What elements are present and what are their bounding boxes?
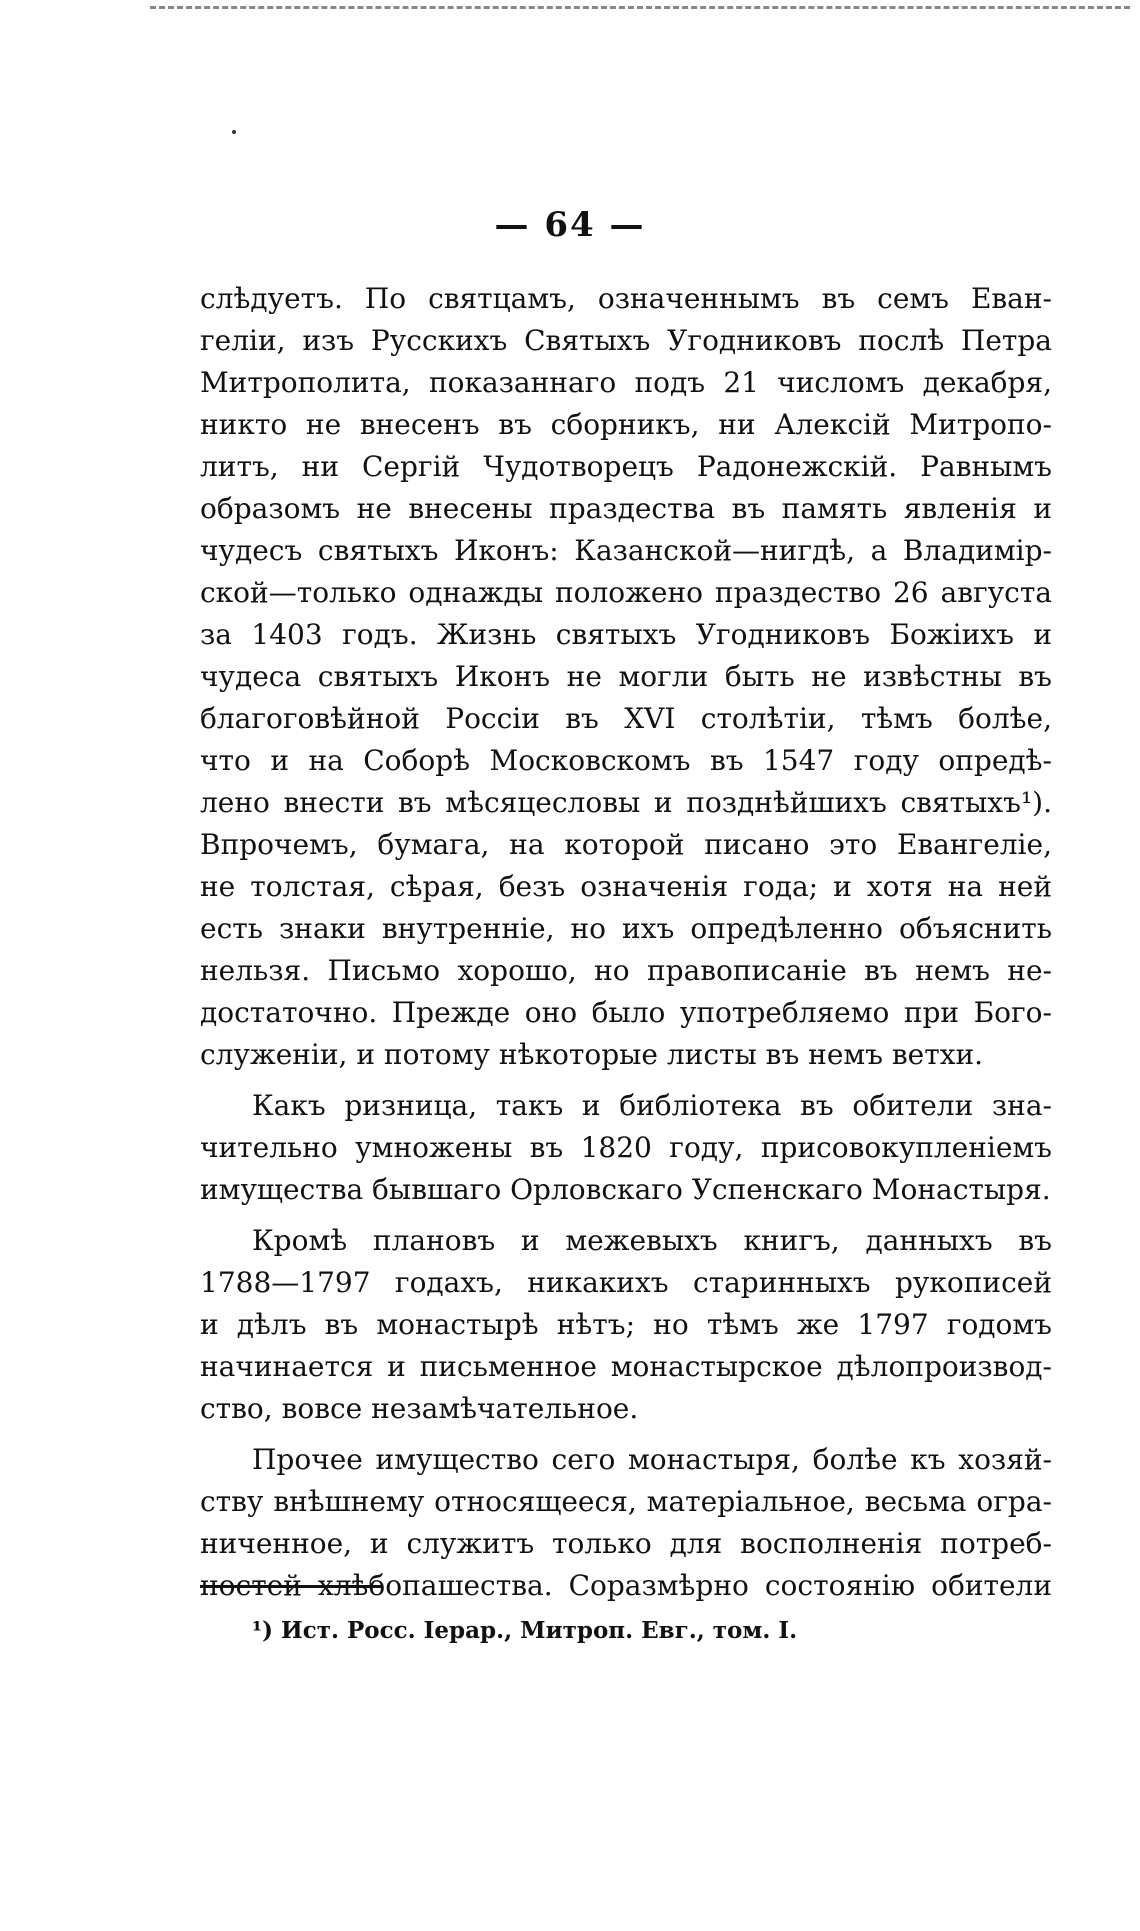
text-line: литъ, ни Сергій Чудотворецъ Радонежскій. Равнымъ bbox=[200, 450, 1052, 483]
footnote-divider bbox=[200, 1585, 382, 1588]
text-line: ство, вовсе незамѣчательное. bbox=[200, 1392, 639, 1425]
text-line: начинается и письменное монастырское дѣлопроизвод- bbox=[200, 1350, 1052, 1383]
text-line: чудеса святыхъ Иконъ не могли быть не извѣстны въ bbox=[200, 660, 1052, 693]
text-line: ству внѣшнему относящееся, матеріальное, весьма огра- bbox=[200, 1485, 1052, 1518]
text-line: Впрочемъ, бумага, на которой писано это Евангеліе, bbox=[200, 828, 1052, 861]
text-line: геліи, изъ Русскихъ Святыхъ Угодниковъ послѣ Петра bbox=[200, 324, 1052, 357]
text-line: ностей хлѣбопашества. Соразмѣрно состоянію обители bbox=[200, 1569, 1052, 1602]
text-line: чудесъ святыхъ Иконъ: Казанской—нигдѣ, а Владимір- bbox=[200, 534, 1052, 567]
text-line: никто не внесенъ въ сборникъ, ни Алексій Митропо- bbox=[200, 408, 1052, 441]
print-speck bbox=[232, 130, 236, 134]
text-line: что и на Соборѣ Московскомъ въ 1547 году опредѣ- bbox=[200, 744, 1052, 777]
footnote: ¹) Ист. Росс. Іерар., Митроп. Евг., том. I. bbox=[252, 1617, 798, 1644]
text-line: есть знаки внутренніе, но ихъ опредѣленно объяснить bbox=[200, 912, 1052, 945]
text-line: не толстая, сѣрая, безъ означенія года; и хотя на ней bbox=[200, 870, 1052, 903]
text-line: имущества бывшаго Орловскаго Успенскаго Монастыря. bbox=[200, 1173, 1051, 1206]
text-line: служеніи, и потому нѣкоторые листы въ немъ ветхи. bbox=[200, 1038, 984, 1071]
text-line: лено внести въ мѣсяцесловы и позднѣйшихъ святыхъ¹). bbox=[200, 786, 1052, 819]
text-line: Кромѣ плановъ и межевыхъ книгъ, данныхъ въ bbox=[252, 1224, 1052, 1257]
page-number: — 64 — bbox=[494, 205, 646, 245]
text-line: 1788—1797 годахъ, никакихъ старинныхъ рукописей bbox=[200, 1266, 1052, 1299]
text-line: Митрополита, показаннаго подъ 21 числомъ декабря, bbox=[200, 366, 1052, 399]
text-line: образомъ не внесены праздества въ память явленія и bbox=[200, 492, 1052, 525]
text-line: чительно умножены въ 1820 году, присовокупленіемъ bbox=[200, 1131, 1052, 1164]
text-line: ниченное, и служитъ только для восполненія потреб- bbox=[200, 1527, 1052, 1560]
text-line: и дѣлъ въ монастырѣ нѣтъ; но тѣмъ же 1797 годомъ bbox=[200, 1308, 1052, 1341]
text-line: за 1403 годъ. Жизнь святыхъ Угодниковъ Божіихъ и bbox=[200, 618, 1052, 651]
text-line: Прочее имущество сего монастыря, болѣе къ хозяй- bbox=[252, 1443, 1052, 1476]
body-text bbox=[200, 278, 1052, 1607]
text-line: достаточно. Прежде оно было употребляемо при Бого- bbox=[200, 996, 1052, 1029]
text-line: ской—только однажды положено праздество 26 августа bbox=[200, 576, 1052, 609]
top-edge-rule bbox=[150, 6, 1130, 12]
text-line: слѣдуетъ. По святцамъ, означеннымъ въ семъ Еван- bbox=[200, 282, 1052, 315]
text-line: Какъ ризница, такъ и библіотека въ обители зна- bbox=[252, 1089, 1052, 1122]
text-line: благоговѣйной Россіи въ XVI столѣтіи, тѣмъ болѣе, bbox=[200, 702, 1052, 735]
text-line: нельзя. Письмо хорошо, но правописаніе въ немъ не- bbox=[200, 954, 1052, 987]
